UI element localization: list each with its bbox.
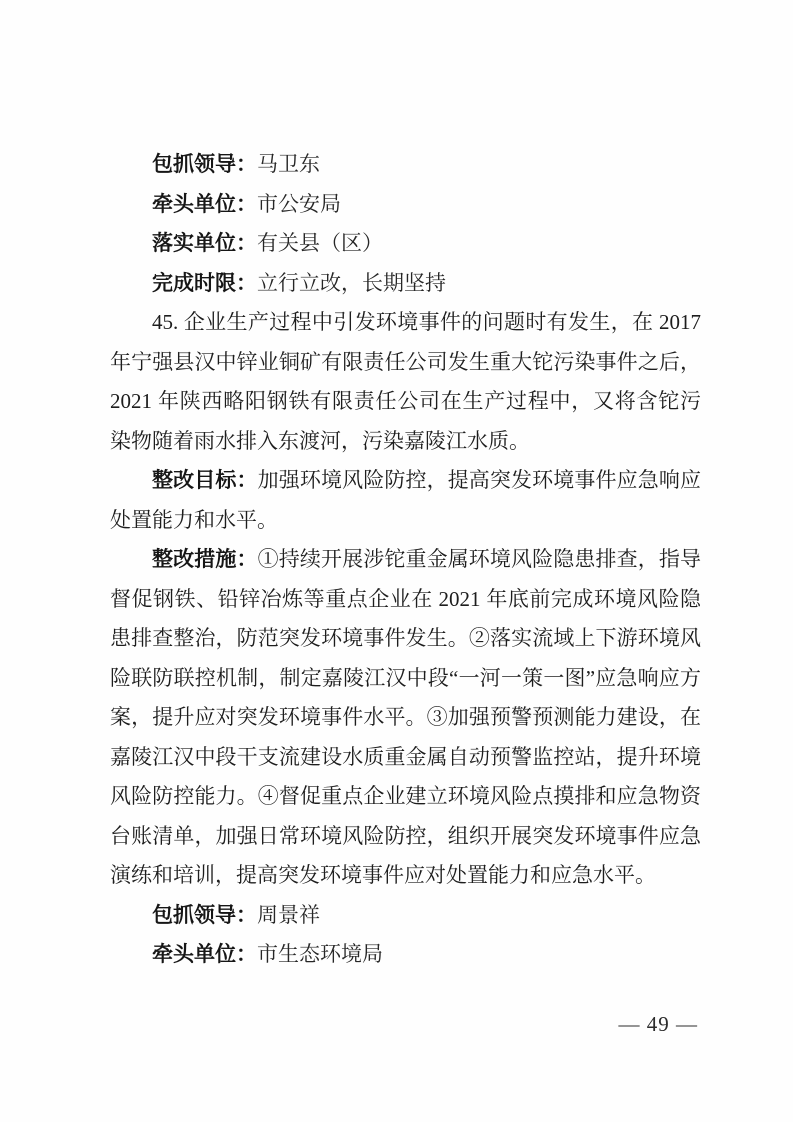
field-line-lead-unit-top <box>110 185 701 225</box>
measures-text: ①持续开展涉铊重金属环境风险隐患排查，指导督促钢铁、铅锌冶炼等重点企业在 2021 年底前完成环境风险隐患排查整治，防范突发环境事件发生。②落实流域上下游环境风险联防联控机制，制定嘉陵江汉中段“一河一策一图”应急响应方案，提升应对突发环境事件水平。③加强预警预测能力建设，在嘉陵江汉中段干支流建设水质重金属自动预警监控站，提升环境风险防控能力。④督促重点企业建立环境风险点摸排和应急物资台账清单，加强日常环境风险防控，组织开展突发环境事件应急演练和培训，提高突发环境事件应对处置能力和应急水平。 <box>110 547 702 887</box>
field-value: 周景祥 <box>257 902 320 927</box>
field-label: 落实单位： <box>152 232 257 255</box>
field-value: 市公安局 <box>257 191 341 216</box>
goal-paragraph <box>110 461 701 540</box>
field-line-deadline <box>110 264 701 304</box>
issue-paragraph <box>110 303 701 461</box>
page-number: — 49 — <box>618 1012 698 1036</box>
field-label: 牵头单位： <box>152 943 257 966</box>
field-value: 市生态环境局 <box>257 942 383 966</box>
field-line-implement-unit <box>110 224 701 264</box>
goal-label: 整改目标： <box>152 469 258 492</box>
field-value: 有关县（区） <box>257 231 383 255</box>
issue-paragraph-text: 45. 企业生产过程中引发环境事件的问题时有发生，在 2017 年宁强县汉中锌业铜矿有限责任公司发生重大铊污染事件之后，2021 年陕西略阳钢铁有限责任公司在生产过程中，又将含铊污染物随着雨水排入东渡河，污染嘉陵江水质。 <box>110 310 701 453</box>
field-value: 马卫东 <box>257 152 320 176</box>
field-label: 完成时限： <box>152 271 257 295</box>
field-line-leader-bottom <box>110 896 701 936</box>
field-label: 包抓领导： <box>152 153 257 176</box>
field-label: 牵头单位： <box>152 192 257 216</box>
measures-label: 整改措施： <box>152 548 258 571</box>
field-value: 立行立改，长期坚持 <box>257 270 446 295</box>
measures-paragraph <box>110 540 701 896</box>
field-line-lead-unit-bottom <box>110 935 701 975</box>
document-content <box>110 145 701 975</box>
goal-text: 加强环境风险防控，提高突发环境事件应急响应处置能力和水平。 <box>110 468 702 532</box>
field-line-leader-top <box>110 145 701 185</box>
field-label: 包抓领导： <box>152 903 257 927</box>
